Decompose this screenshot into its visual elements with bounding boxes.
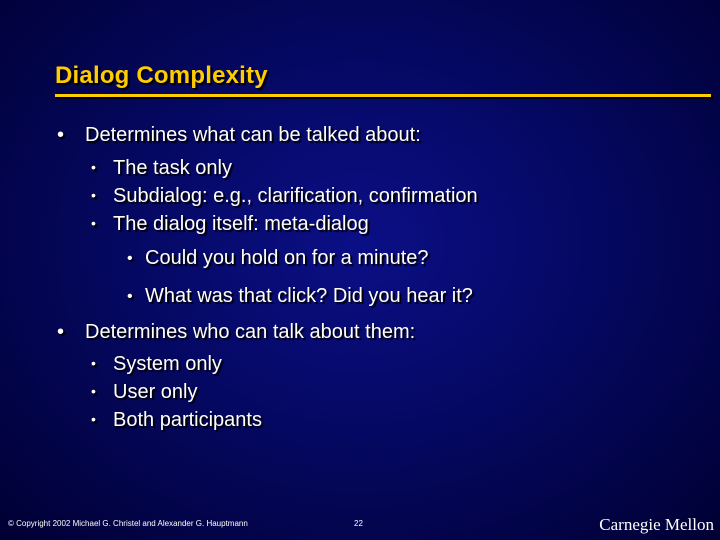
slide-title: Dialog Complexity — [55, 62, 268, 89]
bullet-icon: • — [91, 159, 96, 175]
bullet-text: Both participants — [113, 409, 262, 431]
bullet-item-hold-on — [127, 247, 429, 270]
bullet-icon: • — [127, 250, 133, 267]
bullet-icon: • — [127, 288, 133, 305]
title-underline — [55, 94, 711, 97]
bullet-text: User only — [113, 381, 198, 403]
footer-copyright: © Copyright 2002 Michael G. Christel and Alexander G. Hauptmann — [8, 519, 248, 528]
bullet-item-system-only — [91, 353, 222, 376]
bullet-icon: • — [91, 355, 96, 371]
bullet-text: Determines what can be talked about: — [85, 124, 421, 146]
bullet-item-subdialog — [91, 185, 478, 208]
bullet-item-task-only — [91, 157, 232, 180]
bullet-text: The task only — [113, 157, 232, 179]
bullet-item-what — [57, 124, 421, 147]
bullet-text: The dialog itself: meta-dialog — [113, 213, 369, 235]
bullet-text: What was that click? Did you hear it? — [145, 285, 473, 307]
bullet-icon: • — [91, 411, 96, 427]
bullet-icon: • — [57, 124, 65, 146]
bullet-item-meta-dialog — [91, 213, 369, 236]
page-number: 22 — [354, 519, 363, 528]
bullet-icon: • — [91, 187, 96, 203]
bullet-item-user-only — [91, 381, 197, 404]
bullet-icon: • — [57, 321, 65, 343]
brand-logo-text: Carnegie Mellon — [599, 515, 714, 534]
bullet-text: System only — [113, 353, 222, 375]
bullet-item-click — [127, 285, 473, 308]
bullet-icon: • — [91, 383, 96, 399]
bullet-item-who — [57, 321, 415, 344]
bullet-text: Determines who can talk about them: — [85, 321, 416, 343]
bullet-icon: • — [91, 215, 96, 231]
bullet-text: Subdialog: e.g., clarification, confirmation — [113, 185, 478, 207]
bullet-item-both — [91, 409, 262, 432]
bullet-text: Could you hold on for a minute? — [145, 247, 429, 269]
